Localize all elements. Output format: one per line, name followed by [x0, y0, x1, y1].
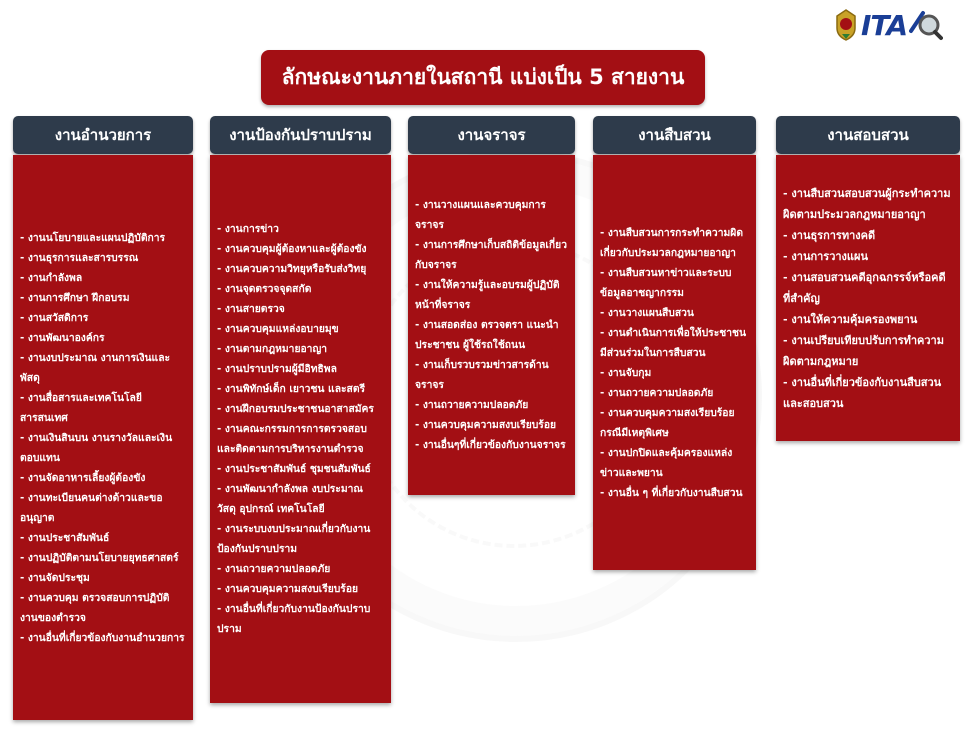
task-item: - งานพัฒนาองค์กร: [20, 331, 105, 344]
task-list: [783, 183, 954, 414]
task-item: - งานอื่นที่เกี่ยวข้องกับงานสืบสวนและสอบสวน: [783, 375, 942, 410]
task-item: - งานควบคุมแหล่งอบายมุข: [217, 323, 339, 335]
logo-text: ITA: [860, 8, 907, 42]
task-item: - งานควบคุมความสงบเรียบร้อย: [415, 419, 557, 431]
task-item: - งานสวัสดิการ: [20, 311, 89, 324]
column-traffic: [408, 155, 575, 495]
task-item: - งานถวายความปลอดภัย: [217, 563, 331, 575]
column-crime-prevention: [210, 155, 391, 703]
task-item: - งานธุรการทางคดี: [783, 228, 876, 242]
column-heading-crime-prevention: งานป้องกันปราบปราม: [210, 116, 391, 154]
task-item: - งานสอดส่อง ตรวจตรา แนะนำประชาชน ผู้ใช้รถใช้ถนน: [415, 319, 559, 351]
task-item: - งานจุดตรวจจุดสกัด: [217, 283, 312, 295]
task-item: - งานสืบสวนหาข่าวและระบบข้อมูลอาชญากรรม: [600, 266, 732, 299]
column-heading-admin: งานอำนวยการ: [13, 116, 193, 154]
task-item: - งานอื่นที่เกี่ยวกับงานป้องกันปราบปราม: [217, 603, 371, 635]
task-list: [217, 219, 385, 639]
task-item: - งานควบคุมผู้ต้องหาและผู้ต้องขัง: [217, 243, 367, 255]
page-title: ลักษณะงานภายในสถานี แบ่งเป็น 5 สายงาน: [261, 50, 705, 105]
task-item: - งานปฏิบัติตามนโยบายยุทธศาสตร์: [20, 551, 179, 564]
police-emblem-icon: [833, 8, 859, 42]
column-heading-traffic: งานจราจร: [408, 116, 575, 154]
task-item: - งานกำลังพล: [20, 271, 83, 284]
task-item: - งานคณะกรรมการการตรวจสอบและติดตามการบริหารงานตำรวจ: [217, 423, 367, 455]
task-item: - งานประชาสัมพันธ์ ชุมชนสัมพันธ์: [217, 463, 371, 475]
task-item: - งานการวางแผน: [783, 249, 868, 263]
task-item: - งานเก็บรวบรวมข่าวสารด้านจราจร: [415, 359, 549, 391]
task-item: - งานอื่นที่เกี่ยวข้องกับงานอำนวยการ: [20, 631, 185, 644]
task-item: - งานทะเบียนคนต่างด้าวและขออนุญาต: [20, 491, 163, 524]
task-item: - งานให้ความรู้และอบรมผู้ปฏิบัติหน้าที่จราจร: [415, 279, 560, 311]
task-item: - งานเปรียบเทียบปรับการทำความผิดตามกฎหมาย: [783, 333, 944, 368]
task-item: - งานดำเนินการเพื่อให้ประชาชนมีส่วนร่วมในการสืบสวน: [600, 326, 747, 359]
task-item: - งานนโยบายและแผนปฏิบัติการ: [20, 231, 166, 244]
task-item: - งานฝึกอบรมประชาชนอาสาสมัคร: [217, 403, 374, 415]
task-item: - งานพิทักษ์เด็ก เยาวชน และสตรี: [217, 383, 366, 395]
task-item: - งานตามกฎหมายอาญา: [217, 343, 328, 355]
task-item: - งานจัดประชุม: [20, 571, 90, 584]
task-item: - งานสื่อสารและเทคโนโลยีสารสนเทศ: [20, 391, 142, 424]
column-investigation: [593, 155, 756, 570]
task-item: - งานปกปิดและคุ้มครองแหล่งข่าวและพยาน: [600, 446, 733, 479]
task-item: - งานประชาสัมพันธ์: [20, 531, 110, 544]
task-item: - งานถวายความปลอดภัย: [600, 386, 714, 399]
task-item: - งานสายตรวจ: [217, 303, 285, 315]
task-item: - งานสืบสวนการกระทำความผิดเกี่ยวกับประมวลกฎหมายอาญา: [600, 226, 744, 259]
task-item: - งานวางแผนสืบสวน: [600, 306, 694, 319]
task-item: - งานควบคุมความสงบเรียบร้อย: [217, 583, 359, 595]
task-item: - งานจับกุม: [600, 366, 652, 379]
task-item: - งานการศึกษาเก็บสถิติข้อมูลเกี่ยวกับจราจร: [415, 239, 567, 271]
task-item: - งานพัฒนากำลังพล งบประมาณ วัสดุ อุปกรณ์ เทคโนโลยี: [217, 483, 363, 515]
task-item: - งานการข่าว: [217, 223, 279, 235]
task-item: - งานอื่นๆที่เกี่ยวข้องกับงานจราจร: [415, 439, 566, 451]
task-item: - งานเงินสินบน งานรางวัลและเงินตอบแทน: [20, 431, 173, 464]
task-item: - งานควบคุมความสงเรียบร้อยกรณีมีเหตุพิเศษ: [600, 406, 735, 439]
task-item: - งานถวายความปลอดภัย: [415, 399, 529, 411]
column-heading-inquiry: งานสอบสวน: [776, 116, 960, 154]
task-list: [415, 195, 569, 455]
task-item: - งานให้ความคุ้มครองพยาน: [783, 312, 918, 326]
column-inquiry: [776, 155, 960, 441]
task-item: - งานควบคุม ตรวจสอบการปฏิบัติงานของตำรวจ: [20, 591, 170, 624]
magnifier-icon: [909, 9, 943, 41]
task-list: [600, 223, 750, 503]
task-item: - งานงบประมาณ งานการเงินและพัสดุ: [20, 351, 171, 384]
ita-logo: [833, 6, 943, 44]
task-item: - งานควบความวิทยุหรือรับส่งวิทยุ: [217, 263, 367, 275]
task-item: - งานจัดอาหารเลี้ยงผู้ต้องขัง: [20, 471, 146, 484]
task-item: - งานปราบปรามผู้มีอิทธิพล: [217, 363, 337, 375]
column-admin: [13, 155, 193, 720]
task-item: - งานวางแผนและควบคุมการจราจร: [415, 199, 546, 231]
task-item: - งานธุรการและสารบรรณ: [20, 251, 139, 264]
task-item: - งานสอบสวนคดีอุกฉกรรจ์หรือคดี ที่สำคัญ: [783, 270, 946, 305]
task-item: - งานการศึกษา ฝึกอบรม: [20, 291, 130, 304]
task-item: - งานสืบสวนสอบสวนผู้กระทำความผิดตามประมวลกฎหมายอาญา: [783, 186, 951, 221]
task-item: - งานอื่น ๆ ที่เกี่ยวกับงานสืบสวน: [600, 486, 743, 499]
task-list: [20, 228, 187, 648]
task-item: - งานระบบงบประมาณเกี่ยวกับงานป้องกันปราบปราม: [217, 523, 371, 555]
column-heading-investigation: งานสืบสวน: [593, 116, 756, 154]
